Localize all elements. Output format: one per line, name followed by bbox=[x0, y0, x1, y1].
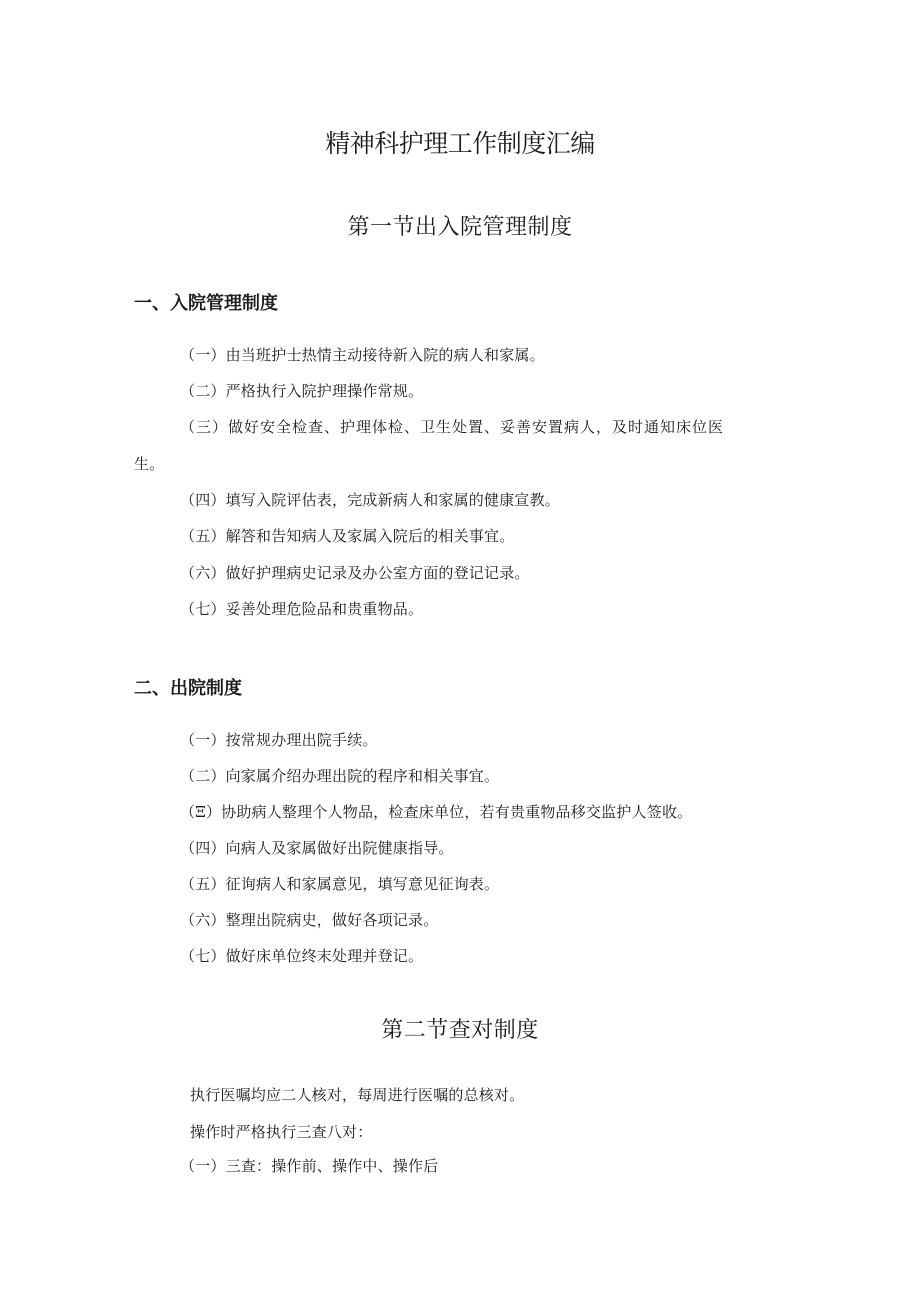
section-2-paragraph-1: 执行医嘱均应二人核对，每周进行医嘱的总核对。 bbox=[190, 1086, 525, 1104]
discharge-item-4: （四）向病人及家属做好出院健康指导。 bbox=[180, 839, 454, 857]
admission-item-2: （二）严格执行入院护理操作常规。 bbox=[180, 382, 424, 400]
admission-item-7: （七）妥善处理危险品和贵重物品。 bbox=[180, 600, 424, 618]
discharge-item-6: （六）整理出院病史，做好各项记录。 bbox=[180, 911, 439, 929]
discharge-item-5: （五）征询病人和家属意见，填写意见征询表。 bbox=[180, 875, 500, 893]
admission-item-1: （一）由当班护士热情主动接待新入院的病人和家属。 bbox=[180, 346, 545, 364]
admission-heading: 一、入院管理制度 bbox=[134, 293, 278, 314]
section-2-paragraph-2: 操作时严格执行三查八对： bbox=[190, 1123, 373, 1141]
admission-item-4: （四）填写入院评估表，完成新病人和家属的健康宣教。 bbox=[180, 491, 561, 509]
discharge-item-2: （二）向家属介绍办理出院的程序和相关事宜。 bbox=[180, 767, 500, 785]
discharge-item-1: （一）按常规办理出院手续。 bbox=[180, 731, 378, 749]
section-2-title: 第二节查对制度 bbox=[381, 1018, 539, 1043]
discharge-heading: 二、出院制度 bbox=[134, 678, 242, 699]
admission-item-5: （五）解答和告知病人及家属入院后的相关事宜。 bbox=[180, 527, 515, 545]
section-2-paragraph-3: （一）三查：操作前、操作中、操作后 bbox=[180, 1157, 439, 1175]
admission-item-6: （六）做好护理病史记录及办公室方面的登记记录。 bbox=[180, 564, 530, 582]
section-1-title: 第一节出入院管理制度 bbox=[347, 215, 573, 240]
discharge-item-3: （Ξ）协助病人整理个人物品，检查床单位，若有贵重物品移交监护人签收。 bbox=[180, 803, 693, 821]
discharge-item-7: （七）做好床单位终末处理并登记。 bbox=[180, 947, 424, 965]
document-title: 精神科护理工作制度汇编 bbox=[325, 129, 595, 158]
admission-item-3: （三）做好安全检查、护理体检、卫生处置、妥善安置病人，及时通知床位医 bbox=[180, 418, 725, 436]
admission-item-3-continued: 生。 bbox=[134, 455, 165, 473]
